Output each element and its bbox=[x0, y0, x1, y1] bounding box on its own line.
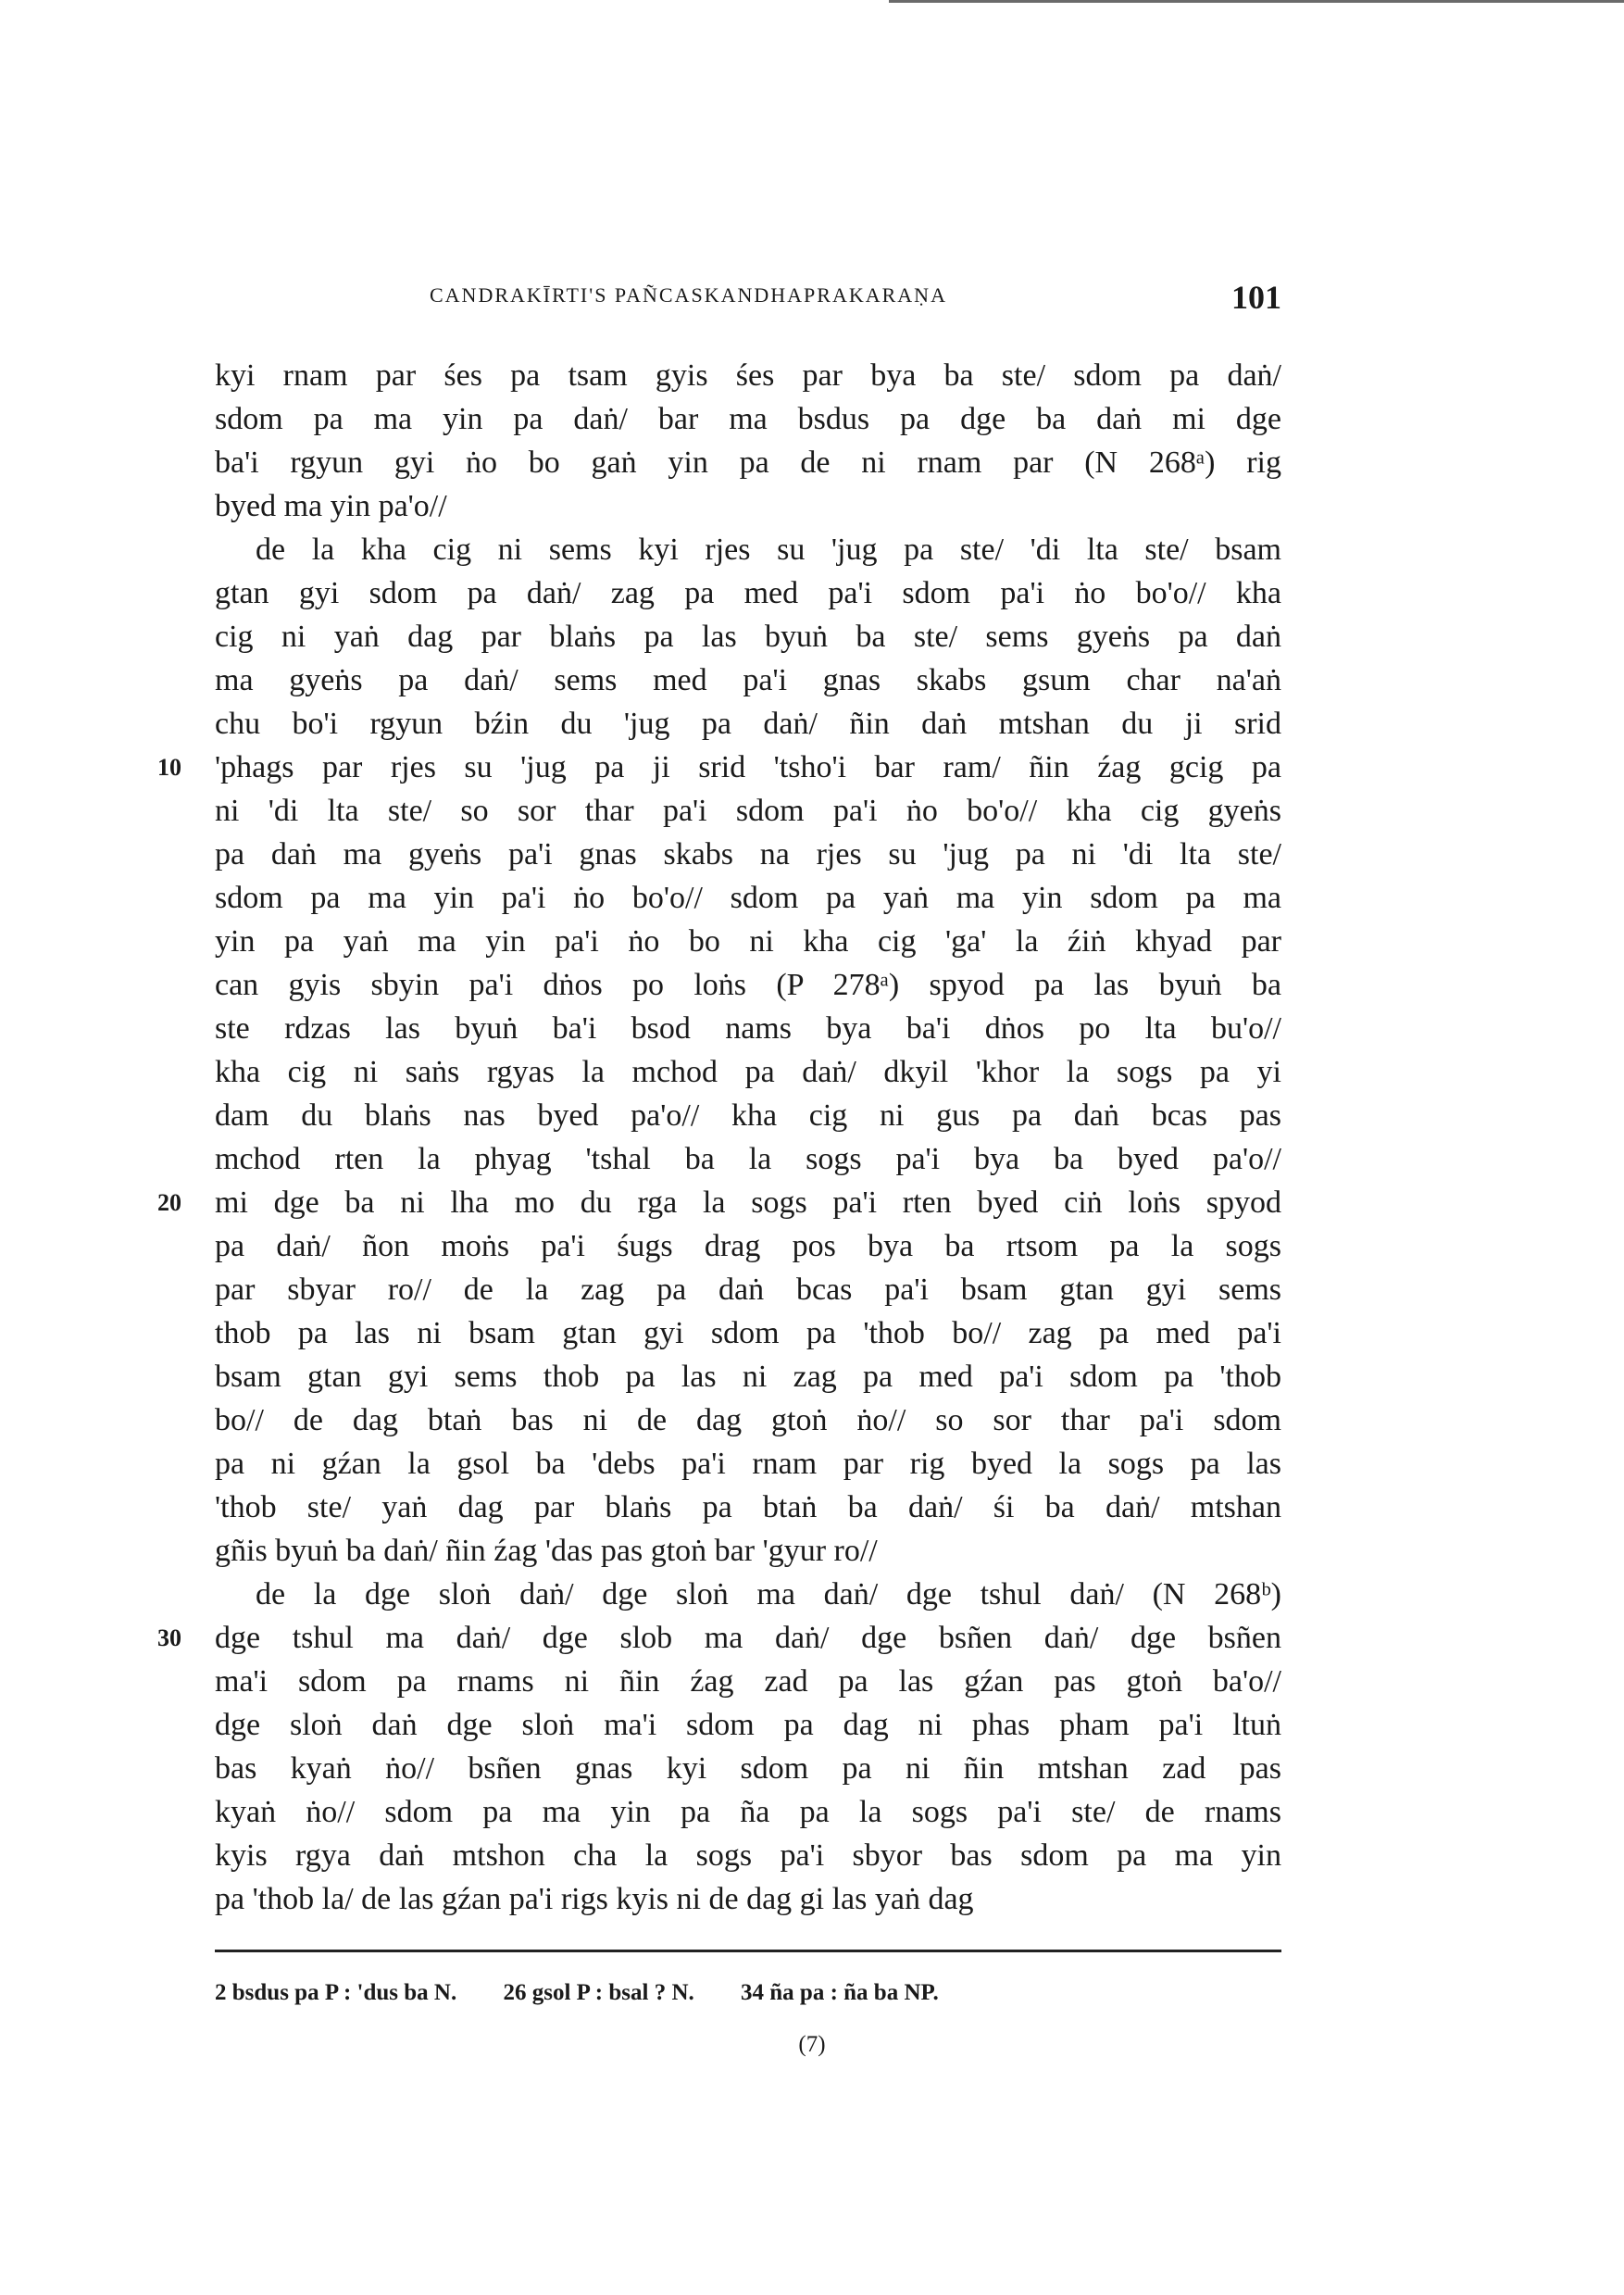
text-line bbox=[215, 876, 1281, 920]
line-text: sdom pa ma yin pa daṅ/ bar ma bsdus pa dge ba daṅ mi dge bbox=[215, 402, 1281, 436]
text-line bbox=[157, 1181, 1281, 1224]
line-text: bsam gtan gyi sems thob pa las ni zag pa med pa'i sdom pa 'thob bbox=[215, 1360, 1281, 1394]
line-text: dge sloṅ daṅ dge sloṅ ma'i sdom pa dag ni phas pham pa'i ltuṅ bbox=[215, 1708, 1281, 1742]
line-text: kyaṅ ṅo// sdom pa ma yin pa ña pa la sogs pa'i ste/ de rnams bbox=[215, 1795, 1281, 1829]
text-line bbox=[215, 1790, 1281, 1834]
line-text: kyi rnam par śes pa tsam gyis śes par bya ba ste/ sdom pa daṅ/ bbox=[215, 358, 1281, 393]
text-line bbox=[215, 1398, 1281, 1442]
text-line bbox=[215, 1573, 1281, 1616]
signature-mark: (7) bbox=[798, 2032, 826, 2057]
text-line bbox=[215, 833, 1281, 876]
text-line bbox=[215, 702, 1281, 746]
text-line bbox=[215, 1137, 1281, 1181]
text-line bbox=[215, 963, 1281, 1007]
line-text: ste rdzas las byuṅ ba'i bsod nams bya ba'i dṅos po lta bu'o// bbox=[215, 1011, 1281, 1046]
text-line bbox=[215, 397, 1281, 441]
text-line bbox=[215, 1050, 1281, 1094]
text-line bbox=[215, 658, 1281, 702]
text-line bbox=[215, 1529, 1281, 1573]
footnote: 2 bsdus pa P : 'dus ba N. bbox=[215, 1980, 457, 2005]
line-text: ba'i rgyun gyi ṅo bo gaṅ yin pa de ni rnam par (N 268ᵃ) rig bbox=[215, 445, 1281, 480]
text-line bbox=[215, 1007, 1281, 1050]
text-line bbox=[215, 1703, 1281, 1747]
line-text: pa ni gźan la gsol ba 'debs pa'i rnam par rig byed la sogs pa las bbox=[215, 1447, 1281, 1481]
line-number: 30 bbox=[157, 1624, 181, 1651]
text-line bbox=[215, 441, 1281, 484]
footnotes bbox=[215, 1980, 1281, 2006]
page-number: 101 bbox=[1231, 279, 1281, 316]
text-line bbox=[157, 1616, 1281, 1660]
line-text: 'phags par rjes su 'jug pa ji srid 'tsho'i bar ram/ ñin źag gcig pa bbox=[215, 750, 1281, 784]
text-line bbox=[215, 1877, 1281, 1921]
line-text: pa daṅ ma gyeṅs pa'i gnas skabs na rjes su 'jug pa ni 'di lta ste/ bbox=[215, 837, 1281, 872]
text-line bbox=[215, 1311, 1281, 1355]
line-text: can gyis sbyin pa'i dṅos po loṅs (P 278ᵃ) spyod pa las byuṅ ba bbox=[215, 968, 1281, 1002]
main-text-block bbox=[157, 354, 1281, 1921]
line-number: 20 bbox=[157, 1189, 181, 1216]
line-text: gñis byuṅ ba daṅ/ ñin źag 'das pas gtoṅ bar 'gyur ro// bbox=[215, 1534, 878, 1568]
text-line bbox=[215, 1486, 1281, 1529]
text-line bbox=[215, 1355, 1281, 1398]
text-line bbox=[157, 746, 1281, 789]
text-line bbox=[215, 1660, 1281, 1703]
line-text: chu bo'i rgyun bźin du 'jug pa daṅ/ ñin daṅ mtshan du ji srid bbox=[215, 707, 1281, 741]
footnote: 34 ña pa : ña ba NP. bbox=[741, 1980, 939, 2005]
line-text: 'thob ste/ yaṅ dag par blaṅs pa btaṅ ba daṅ/ śi ba daṅ/ mtshan bbox=[215, 1490, 1281, 1524]
line-number: 10 bbox=[157, 754, 181, 781]
top-edge-rule bbox=[889, 0, 1624, 3]
line-text: thob pa las ni bsam gtan gyi sdom pa 'thob bo// zag pa med pa'i bbox=[215, 1316, 1281, 1350]
text-line bbox=[215, 1268, 1281, 1311]
text-line bbox=[215, 1094, 1281, 1137]
line-text: kha cig ni saṅs rgyas la mchod pa daṅ/ dkyil 'khor la sogs pa yi bbox=[215, 1055, 1281, 1089]
line-text: bo// de dag btaṅ bas ni de dag gtoṅ ṅo// so sor thar pa'i sdom bbox=[215, 1403, 1281, 1437]
text-line bbox=[215, 1747, 1281, 1790]
text-line bbox=[215, 354, 1281, 397]
text-line bbox=[215, 571, 1281, 615]
line-text: pa 'thob la/ de las gźan pa'i rigs kyis ni de dag gi las yaṅ dag bbox=[215, 1882, 974, 1916]
text-line bbox=[215, 1834, 1281, 1877]
line-text: byed ma yin pa'o// bbox=[215, 489, 447, 523]
line-text: sdom pa ma yin pa'i ṅo bo'o// sdom pa yaṅ ma yin sdom pa ma bbox=[215, 881, 1281, 915]
line-text: ni 'di lta ste/ so sor thar pa'i sdom pa'i ṅo bo'o// kha cig gyeṅs bbox=[215, 794, 1281, 828]
line-text: ma'i sdom pa rnams ni ñin źag zad pa las gźan pas gtoṅ ba'o// bbox=[215, 1664, 1281, 1699]
line-text: kyis rgya daṅ mtshon cha la sogs pa'i sbyor bas sdom pa ma yin bbox=[215, 1838, 1281, 1873]
line-text: dam du blaṅs nas byed pa'o// kha cig ni gus pa daṅ bcas pas bbox=[215, 1098, 1281, 1133]
line-text: gtan gyi sdom pa daṅ/ zag pa med pa'i sdom pa'i ṅo bo'o// kha bbox=[215, 576, 1281, 610]
line-text: de la kha cig ni sems kyi rjes su 'jug pa ste/ 'di lta ste/ bsam bbox=[256, 533, 1281, 567]
line-text: yin pa yaṅ ma yin pa'i ṅo bo ni kha cig 'ga' la źiṅ khyad par bbox=[215, 924, 1281, 959]
text-line bbox=[215, 789, 1281, 833]
footnote-rule bbox=[215, 1950, 1281, 1952]
line-text: mi dge ba ni lha mo du rga la sogs pa'i rten byed ciṅ loṅs spyod bbox=[215, 1185, 1281, 1220]
line-text: dge tshul ma daṅ/ dge slob ma daṅ/ dge bsñen daṅ/ dge bsñen bbox=[215, 1621, 1281, 1655]
line-text: bas kyaṅ ṅo// bsñen gnas kyi sdom pa ni ñin mtshan zad pas bbox=[215, 1751, 1281, 1786]
text-line bbox=[215, 484, 1281, 528]
text-line bbox=[215, 528, 1281, 571]
line-text: mchod rten la phyag 'tshal ba la sogs pa'i bya ba byed pa'o// bbox=[215, 1142, 1281, 1176]
text-line bbox=[215, 920, 1281, 963]
line-text: ma gyeṅs pa daṅ/ sems med pa'i gnas skabs gsum char na'aṅ bbox=[215, 663, 1281, 697]
text-line bbox=[215, 1224, 1281, 1268]
line-text: pa daṅ/ ñon moṅs pa'i śugs drag pos bya ba rtsom pa la sogs bbox=[215, 1229, 1281, 1263]
line-text: cig ni yaṅ dag par blaṅs pa las byuṅ ba ste/ sems gyeṅs pa daṅ bbox=[215, 620, 1281, 654]
text-line bbox=[215, 615, 1281, 658]
text-line bbox=[215, 1442, 1281, 1486]
line-text: de la dge sloṅ daṅ/ dge sloṅ ma daṅ/ dge tshul daṅ/ (N 268ᵇ) bbox=[256, 1577, 1281, 1612]
footnote: 26 gsol P : bsal ? N. bbox=[503, 1980, 694, 2005]
page-header bbox=[430, 278, 1281, 324]
line-text: par sbyar ro// de la zag pa daṅ bcas pa'i bsam gtan gyi sems bbox=[215, 1273, 1281, 1307]
running-head: CANDRAKĪRTI'S PAÑCASKANDHAPRAKARAṆA bbox=[430, 283, 947, 307]
